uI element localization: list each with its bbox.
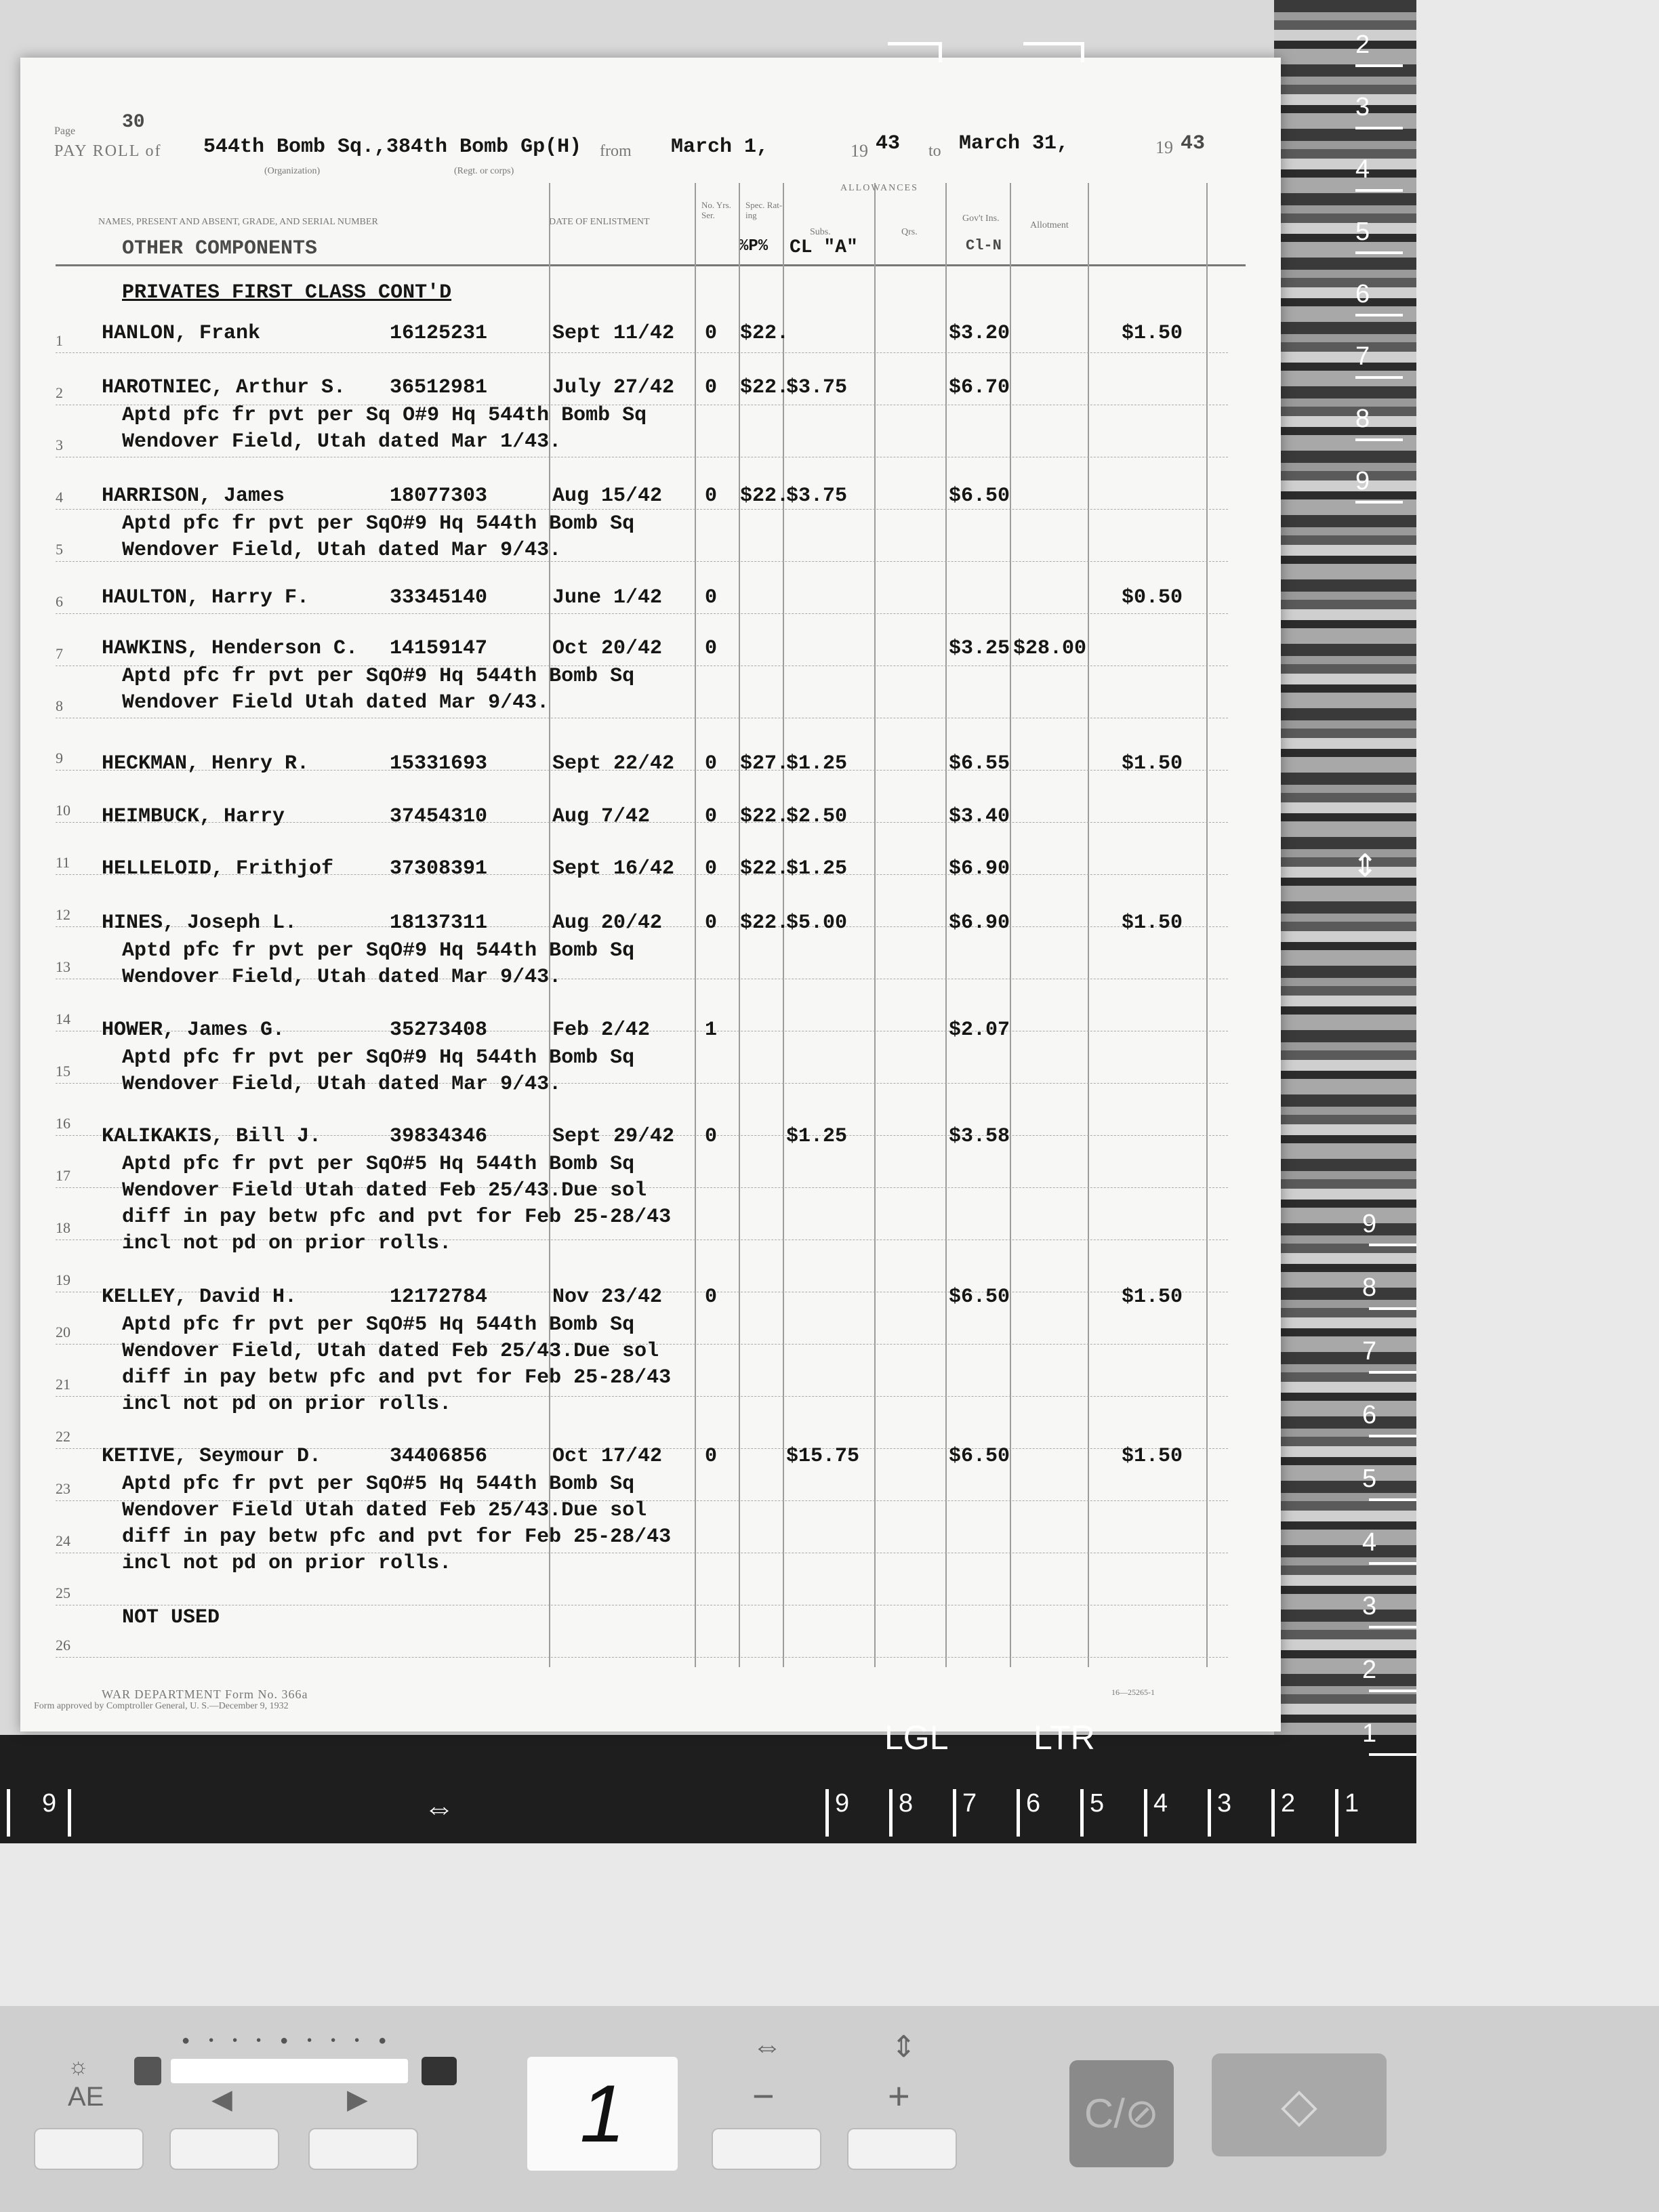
entry-name: KELLEY, David H.: [102, 1286, 298, 1309]
not-used-label: NOT USED: [122, 1606, 220, 1629]
right-ruler-number: 2: [1355, 30, 1370, 59]
ruler-tick: [1355, 251, 1403, 254]
right-ruler-number: 4: [1355, 155, 1370, 184]
ruler-tick: [1355, 127, 1403, 129]
row-number: 3: [56, 436, 63, 453]
ruler-tick: [1369, 1435, 1416, 1437]
bottom-ruler-number: 3: [1217, 1789, 1232, 1818]
entry-remark: Wendover Field Utah dated Feb 25/43.Due sol: [122, 1499, 647, 1522]
row-number: 21: [56, 1376, 70, 1393]
payroll-label: PAY ROLL of: [54, 142, 162, 160]
entry-name: HAWKINS, Henderson C.: [102, 637, 359, 660]
entry-name: HOWER, James G.: [102, 1019, 285, 1042]
paper-size-legal: LGL: [884, 1719, 949, 1757]
section-title: OTHER COMPONENTS: [122, 237, 318, 260]
entry-govt-ins: $3.25: [949, 637, 1010, 660]
to-label: to: [928, 142, 941, 160]
entry-remark: Wendover Field Utah dated Feb 25/43.Due sol: [122, 1179, 647, 1202]
row-number: 12: [56, 906, 70, 923]
entry-govt-ins: $2.07: [949, 1019, 1010, 1042]
bottom-ruler-number: 5: [1090, 1789, 1105, 1818]
reduce-button[interactable]: [712, 2128, 821, 2170]
row-number: 4: [56, 489, 63, 506]
form-code: 16—25265-1: [1111, 1687, 1155, 1697]
ruler-tick: [1144, 1789, 1147, 1837]
entry-remark: Aptd pfc fr pvt per SqO#9 Hq 544th Bomb Sq: [122, 1046, 635, 1069]
right-ruler-number: 8: [1355, 405, 1370, 433]
entry-enlisted: Sept 11/42: [552, 322, 675, 345]
form-number: WAR DEPARTMENT Form No. 366a: [102, 1687, 308, 1701]
right-ruler-number: 3: [1355, 93, 1370, 121]
darker-button[interactable]: [308, 2128, 418, 2170]
ruler-tick: [7, 1789, 10, 1837]
row-number: 26: [56, 1637, 70, 1654]
col-allotment: Allotment: [1030, 220, 1069, 230]
entry-govt-ins: $6.70: [949, 376, 1010, 399]
entry-years: 0: [705, 752, 718, 775]
enlarge-icon: ⇕: [891, 2030, 916, 2064]
enlarge-button[interactable]: [847, 2128, 957, 2170]
col-names: NAMES, PRESENT AND ABSENT, GRADE, AND SERIAL NUMBER: [98, 217, 378, 227]
row-number: 9: [56, 750, 63, 766]
reduce-icon: ⇔: [752, 2030, 782, 2063]
entry-class-a: $1.25: [786, 752, 848, 775]
glass-scan-edge: [1274, 0, 1416, 1830]
entry-name: HAROTNIEC, Arthur S.: [102, 376, 346, 399]
entry-govt-ins: $6.50: [949, 1286, 1010, 1309]
right-ruler-number: 3: [1362, 1592, 1377, 1620]
ruler-tick: [1369, 1626, 1416, 1629]
row-number: 24: [56, 1532, 70, 1549]
year-to: 43: [1181, 132, 1206, 155]
ruler-tick: [1355, 438, 1403, 441]
horizontal-align-icon: ⇔: [424, 1790, 455, 1825]
right-ruler-number: 9: [1355, 467, 1370, 495]
entry-govt-ins: $6.50: [949, 485, 1010, 508]
density-dots: ●•••●•••●: [182, 2033, 406, 2048]
subsection-title: PRIVATES FIRST CLASS CONT'D: [122, 281, 452, 304]
darker-arrow-icon: ▶: [347, 2085, 368, 2114]
right-ruler-number: 7: [1355, 342, 1370, 371]
entry-years: 0: [705, 857, 718, 880]
entry-name: HINES, Joseph L.: [102, 912, 298, 935]
entry-allotment: $28.00: [1013, 637, 1087, 660]
bottom-ruler-number: 6: [1026, 1789, 1041, 1818]
row-rule: [56, 1657, 1228, 1658]
auto-exposure-icon: ☼: [68, 2053, 89, 2079]
ruler-tick: [889, 1789, 893, 1837]
entry-remark: incl not pd on prior rolls.: [122, 1552, 452, 1575]
entry-years: 0: [705, 1286, 718, 1309]
entry-years: 0: [705, 1125, 718, 1148]
entry-serial: 18137311: [390, 912, 488, 935]
ruler-tick: [1355, 189, 1403, 192]
header-rule: [56, 264, 1246, 266]
paper-size-letter: LTR: [1033, 1719, 1095, 1757]
entry-remark: Aptd pfc fr pvt per SqO#5 Hq 544th Bomb Sq: [122, 1313, 635, 1336]
ruler-tick: [68, 1789, 71, 1837]
entry-govt-ins: $6.55: [949, 752, 1010, 775]
glass-corner-mark: [1023, 42, 1084, 45]
ruler-tick: [1369, 1371, 1416, 1374]
entry-remark: diff in pay betw pfc and pvt for Feb 25-28/43: [122, 1206, 672, 1229]
entry-remark: Wendover Field, Utah dated Mar 9/43.: [122, 539, 562, 562]
entry-name: HECKMAN, Henry R.: [102, 752, 310, 775]
row-number: 19: [56, 1271, 70, 1288]
entry-enlisted: Feb 2/42: [552, 1019, 651, 1042]
entry-enlisted: Nov 23/42: [552, 1286, 663, 1309]
entry-govt-ins: $6.90: [949, 912, 1010, 935]
column-rule: [1206, 183, 1208, 1667]
ruler-tick: [1369, 1498, 1416, 1501]
form-approval: Form approved by Comptroller General, U. S.—December 9, 1932: [34, 1701, 289, 1711]
column-rule: [1088, 183, 1089, 1667]
ruler-tick: [1208, 1789, 1211, 1837]
entry-serial: 18077303: [390, 485, 488, 508]
ruler-tick: [953, 1789, 956, 1837]
entry-serial: 39834346: [390, 1125, 488, 1148]
ruler-tick: [1271, 1789, 1275, 1837]
bottom-ruler-number: 4: [1153, 1789, 1168, 1818]
row-rule: [56, 613, 1228, 614]
ruler-tick: [1369, 1562, 1416, 1565]
row-rule: [56, 352, 1228, 353]
ruler-tick: [1355, 314, 1403, 316]
to-date: March 31,: [959, 132, 1069, 155]
col-date-enl: DATE OF ENLISTMENT: [549, 217, 650, 227]
glass-bottom-strip: [0, 1735, 1416, 1843]
row-number: 11: [56, 854, 70, 871]
darker-indicator-icon: [422, 2057, 457, 2085]
entry-govt-ins: $3.58: [949, 1125, 1010, 1148]
right-ruler-number: 6: [1362, 1401, 1377, 1429]
row-number: 16: [56, 1115, 70, 1132]
entry-enlisted: Aug 20/42: [552, 912, 663, 935]
entry-spec-rating: $22.: [740, 805, 790, 828]
entry-remark: incl not pd on prior rolls.: [122, 1232, 452, 1255]
entry-remark: Aptd pfc fr pvt per SqO#5 Hq 544th Bomb Sq: [122, 1473, 635, 1496]
entry-name: HARRISON, James: [102, 485, 285, 508]
entry-extra: $1.50: [1122, 1445, 1183, 1468]
entry-years: 0: [705, 322, 718, 345]
vertical-align-icon: ⇕: [1352, 848, 1378, 883]
column-rule: [874, 183, 876, 1667]
year-from: 43: [876, 132, 901, 155]
right-ruler-number: 4: [1362, 1528, 1377, 1557]
row-number: 8: [56, 697, 63, 714]
entry-enlisted: Aug 7/42: [552, 805, 651, 828]
row-number: 1: [56, 332, 63, 349]
entry-remark: diff in pay betw pfc and pvt for Feb 25-28/43: [122, 1366, 672, 1389]
bottom-ruler-number: 7: [962, 1789, 977, 1818]
start-button[interactable]: ◇: [1212, 2053, 1387, 2156]
entry-extra: $1.50: [1122, 1286, 1183, 1309]
entry-spec-rating: $22.: [740, 376, 790, 399]
entry-extra: $0.50: [1122, 586, 1183, 609]
row-number: 2: [56, 384, 63, 401]
row-number: 20: [56, 1324, 70, 1340]
entry-years: 0: [705, 912, 718, 935]
ruler-tick: [1080, 1789, 1084, 1837]
bottom-ruler-number: 8: [899, 1789, 914, 1818]
payroll-document: [20, 58, 1281, 1732]
entry-class-a: $2.50: [786, 805, 848, 828]
auto-exposure-button[interactable]: [34, 2128, 144, 2170]
sub-regt: (Regt. or corps): [454, 166, 514, 176]
entry-extra: $1.50: [1122, 752, 1183, 775]
from-date: March 1,: [671, 136, 769, 159]
row-number: 23: [56, 1480, 70, 1497]
entry-serial: 14159147: [390, 637, 488, 660]
lighter-indicator-icon: [134, 2057, 161, 2085]
ruler-tick: [825, 1789, 829, 1837]
col-subs: Subs.: [810, 227, 831, 237]
entry-spec-rating: $22.: [740, 857, 790, 880]
entry-remark: Wendover Field, Utah dated Mar 1/43.: [122, 430, 562, 453]
entry-class-a: $15.75: [786, 1445, 860, 1468]
entry-spec-rating: $22.: [740, 485, 790, 508]
row-number: 14: [56, 1010, 70, 1027]
col-spec: Spec. Rat-ing: [745, 200, 783, 220]
row-number: 18: [56, 1219, 70, 1236]
entry-serial: 33345140: [390, 586, 488, 609]
entry-serial: 15331693: [390, 752, 488, 775]
entry-remark: incl not pd on prior rolls.: [122, 1393, 452, 1416]
row-number: 15: [56, 1063, 70, 1080]
glass-corner-mark: [1081, 42, 1084, 62]
lighter-button[interactable]: [169, 2128, 279, 2170]
col-govt-ins: Gov't Ins.: [962, 213, 1000, 224]
ruler-tick: [1017, 1789, 1020, 1837]
row-number: 13: [56, 958, 70, 975]
entry-remark: Aptd pfc fr pvt per SqO#9 Hq 544th Bomb Sq: [122, 512, 635, 535]
entry-serial: 37454310: [390, 805, 488, 828]
entry-years: 0: [705, 586, 718, 609]
ruler-tick: [1369, 1753, 1416, 1756]
col-qrs: Qrs.: [901, 227, 918, 237]
right-ruler-number: 1: [1362, 1719, 1377, 1748]
entry-serial: 12172784: [390, 1286, 488, 1309]
row-number: 7: [56, 645, 63, 662]
bottom-ruler-number: 9: [835, 1789, 850, 1818]
entry-years: 0: [705, 376, 718, 399]
ruler-tick: [1369, 1244, 1416, 1246]
entry-enlisted: Sept 29/42: [552, 1125, 675, 1148]
entry-serial: 36512981: [390, 376, 488, 399]
row-number: 17: [56, 1167, 70, 1184]
copy-count-display: 1: [527, 2057, 678, 2171]
ruler-tick: [1369, 1689, 1416, 1692]
entry-enlisted: July 27/42: [552, 376, 675, 399]
entry-govt-ins: $6.50: [949, 1445, 1010, 1468]
entry-class-a: $5.00: [786, 912, 848, 935]
glass-corner-mark: [888, 42, 942, 45]
glass-corner-mark: [939, 42, 942, 62]
right-ruler-number: 2: [1362, 1656, 1377, 1684]
entry-enlisted: Sept 16/42: [552, 857, 675, 880]
entry-remark: Aptd pfc fr pvt per Sq O#9 Hq 544th Bomb Sq: [122, 404, 647, 427]
row-number: 10: [56, 802, 70, 819]
entry-years: 1: [705, 1019, 718, 1042]
ruler-tick: [1355, 376, 1403, 379]
col-yrs: No. Yrs. Ser.: [701, 200, 731, 220]
auto-exposure-label: AE: [68, 2082, 104, 2112]
clear-stop-button[interactable]: C/⊘: [1069, 2060, 1174, 2167]
entry-name: KALIKAKIS, Bill J.: [102, 1125, 322, 1148]
entry-remark: Wendover Field, Utah dated Mar 9/43.: [122, 1073, 562, 1096]
page-label: Page: [54, 125, 76, 137]
bottom-ruler-number: 2: [1281, 1789, 1296, 1818]
entry-name: HANLON, Frank: [102, 322, 261, 345]
entry-govt-ins: $6.90: [949, 857, 1010, 880]
row-number: 25: [56, 1584, 70, 1601]
entry-remark: Aptd pfc fr pvt per SqO#9 Hq 544th Bomb Sq: [122, 939, 635, 962]
row-number: 5: [56, 541, 63, 558]
ruler-left-number: 9: [42, 1789, 57, 1818]
ruler-tick: [1355, 64, 1403, 67]
entry-class-a: $1.25: [786, 857, 848, 880]
entry-serial: 35273408: [390, 1019, 488, 1042]
entry-remark: Wendover Field, Utah dated Feb 25/43.Due sol: [122, 1340, 659, 1363]
entry-years: 0: [705, 1445, 718, 1468]
entry-enlisted: Sept 22/42: [552, 752, 675, 775]
reduce-minus: −: [752, 2074, 775, 2117]
entry-name: HELLELOID, Frithjof: [102, 857, 334, 880]
entry-serial: 34406856: [390, 1445, 488, 1468]
entry-class-a: $3.75: [786, 376, 848, 399]
entry-class-a: $1.25: [786, 1125, 848, 1148]
ruler-tick: [1355, 501, 1403, 504]
entry-spec-rating: $27.: [740, 752, 790, 775]
entry-govt-ins: $3.20: [949, 322, 1010, 345]
entry-class-a: $3.75: [786, 485, 848, 508]
right-ruler-number: 7: [1362, 1337, 1377, 1366]
from-label: from: [600, 142, 632, 160]
entry-enlisted: Oct 20/42: [552, 637, 663, 660]
entry-govt-ins: $3.40: [949, 805, 1010, 828]
col-pct: %P%: [739, 237, 769, 255]
entry-spec-rating: $22.: [740, 912, 790, 935]
bottom-ruler-number: 1: [1345, 1789, 1359, 1818]
entry-name: HAULTON, Harry F.: [102, 586, 310, 609]
year-from-prefix: 19: [851, 141, 868, 161]
entry-remark: diff in pay betw pfc and pvt for Feb 25-28/43: [122, 1525, 672, 1549]
sub-org: (Organization): [264, 166, 321, 176]
entry-enlisted: Oct 17/42: [552, 1445, 663, 1468]
entry-serial: 16125231: [390, 322, 488, 345]
column-rule: [1010, 183, 1011, 1667]
year-to-prefix: 19: [1155, 138, 1173, 157]
right-ruler-number: 5: [1355, 218, 1370, 246]
entry-name: KETIVE, Seymour D.: [102, 1445, 322, 1468]
entry-enlisted: June 1/42: [552, 586, 663, 609]
density-bar: [171, 2059, 408, 2083]
entry-extra: $1.50: [1122, 912, 1183, 935]
entry-spec-rating: $22.: [740, 322, 790, 345]
allowances-label: ALLOWANCES: [840, 183, 918, 193]
ruler-tick: [1369, 1307, 1416, 1310]
column-rule: [945, 183, 947, 1667]
entry-remark: Wendover Field, Utah dated Mar 9/43.: [122, 966, 562, 989]
row-number: 6: [56, 593, 63, 610]
entry-name: HEIMBUCK, Harry: [102, 805, 285, 828]
col-govt-n: Cl-N: [966, 237, 1002, 254]
right-ruler-number: 9: [1362, 1210, 1377, 1238]
entry-remark: Wendover Field Utah dated Mar 9/43.: [122, 691, 550, 714]
entry-enlisted: Aug 15/42: [552, 485, 663, 508]
entry-serial: 37308391: [390, 857, 488, 880]
column-rule: [695, 183, 696, 1667]
organization: 544th Bomb Sq.,384th Bomb Gp(H): [203, 136, 582, 159]
entry-years: 0: [705, 485, 718, 508]
entry-extra: $1.50: [1122, 322, 1183, 345]
entry-remark: Aptd pfc fr pvt per SqO#9 Hq 544th Bomb Sq: [122, 665, 635, 688]
entry-years: 0: [705, 805, 718, 828]
row-number: 22: [56, 1428, 70, 1445]
right-ruler-number: 8: [1362, 1273, 1377, 1302]
enlarge-plus: +: [888, 2074, 910, 2117]
entry-years: 0: [705, 637, 718, 660]
right-ruler-number: 6: [1355, 280, 1370, 308]
col-cl-a: CL "A": [790, 237, 858, 258]
row-rule: [56, 509, 1228, 510]
page-number: 30: [122, 112, 145, 133]
right-ruler-number: 5: [1362, 1465, 1377, 1493]
ruler-tick: [1335, 1789, 1338, 1837]
lighter-arrow-icon: ◀: [211, 2085, 232, 2114]
entry-remark: Aptd pfc fr pvt per SqO#5 Hq 544th Bomb Sq: [122, 1153, 635, 1176]
